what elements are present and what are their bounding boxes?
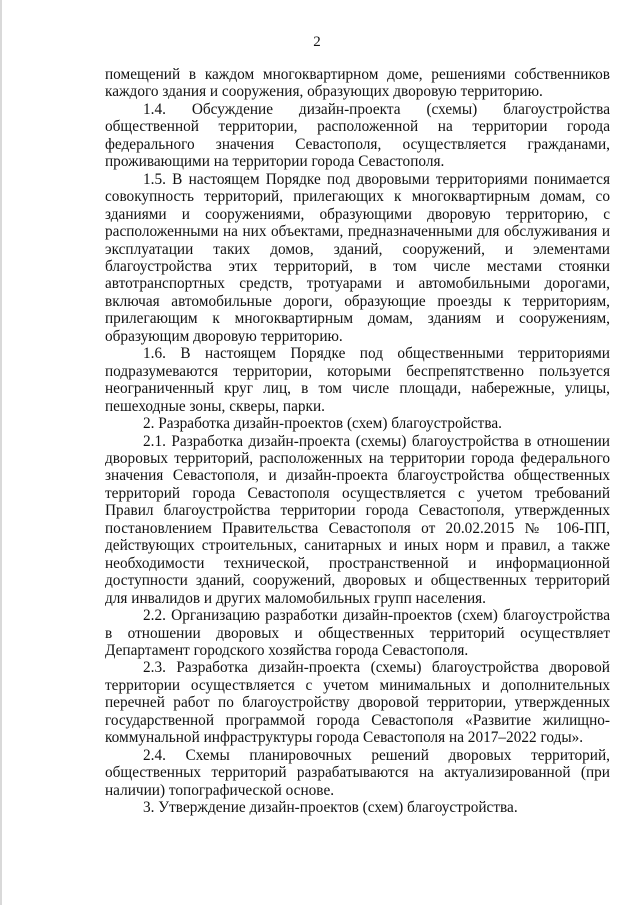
scan-left-edge xyxy=(0,0,2,905)
paragraph-continuation: помещений в каждом многоквартирном доме, решениями собственников каждого здания и сооружения, образующих дворовую территорию. xyxy=(105,66,610,101)
paragraph-2-1: 2.1. Разработка дизайн-проекта (схемы) благоустройства в отношении дворовых территорий, расположенных на территории города федерального значения Севастополя, и дизайн-проекта благоустройства общественных территорий города Севастополя осуществляется с учетом требований Правил благоустройства территории города Севастополя, утвержденных постановлением Правительства Севастополя от 20.02.2015 № 106-ПП, действующих строительных, санитарных и иных норм и правил, а также необходимости технической, пространственной и информационной доступности зданий, сооружений, дворовых и общественных территорий для инвалидов и других маломобильных групп населения. xyxy=(105,432,610,607)
paragraph-2-4: 2.4. Схемы планировочных решений дворовых территорий, общественных территорий разрабатываются на актуализированной (при наличии) топографической основе. xyxy=(105,746,610,799)
paragraph-1-6: 1.6. В настоящем Порядке под общественными территориями подразумеваются территории, которыми беспрепятственно пользуется неограниченный круг лиц, в том числе площади, набережные, улицы, пешеходные зоны, скверы, парки. xyxy=(105,345,610,415)
paragraph-1-5: 1.5. В настоящем Порядке под дворовыми территориями понимается совокупность территорий, прилегающих к многоквартирным домам, со зданиями и сооружениями, образующими дворовую территорию, с расположенными на них объектами, предназначенными для обслуживания и эксплуатации таких домов, зданий, сооружений, и элементами благоустройства этих территорий, в том числе местами стоянки автотранспортных средств, тротуарами и автомобильными дорогами, включая автомобильные дороги, образующие проезды к территориям, прилегающим к многоквартирным домам, зданиям и сооружениям, образующим дворовую территорию. xyxy=(105,170,610,345)
section-heading-3: 3. Утверждение дизайн-проектов (схем) благоустройства. xyxy=(143,799,518,817)
section-heading-2: 2. Разработка дизайн-проектов (схем) благоустройства. xyxy=(143,415,502,433)
page-number: 2 xyxy=(313,34,321,50)
paragraph-2-2: 2.2. Организацию разработки дизайн-проектов (схем) благоустройства в отношении дворовых и общественных территорий осуществляет Департамент городского хозяйства города Севастополя. xyxy=(105,607,610,659)
paragraph-2-3: 2.3. Разработка дизайн-проекта (схемы) благоустройства дворовой территории осуществляется с учетом минимальных и дополнительных перечней работ по благоустройству дворовой территории, утвержденных государственной программой города Севастополя «Развитие жилищно-коммунальной инфраструктуры города Севастополя на 2017–2022 годы». xyxy=(105,659,610,747)
paragraph-1-4: 1.4. Обсуждение дизайн-проекта (схемы) благоустройства общественной территории, расположенной на территории города федерального значения Севастополя, осуществляется гражданами, проживающими на территории города Севастополя. xyxy=(105,100,610,171)
document-body xyxy=(105,66,610,816)
